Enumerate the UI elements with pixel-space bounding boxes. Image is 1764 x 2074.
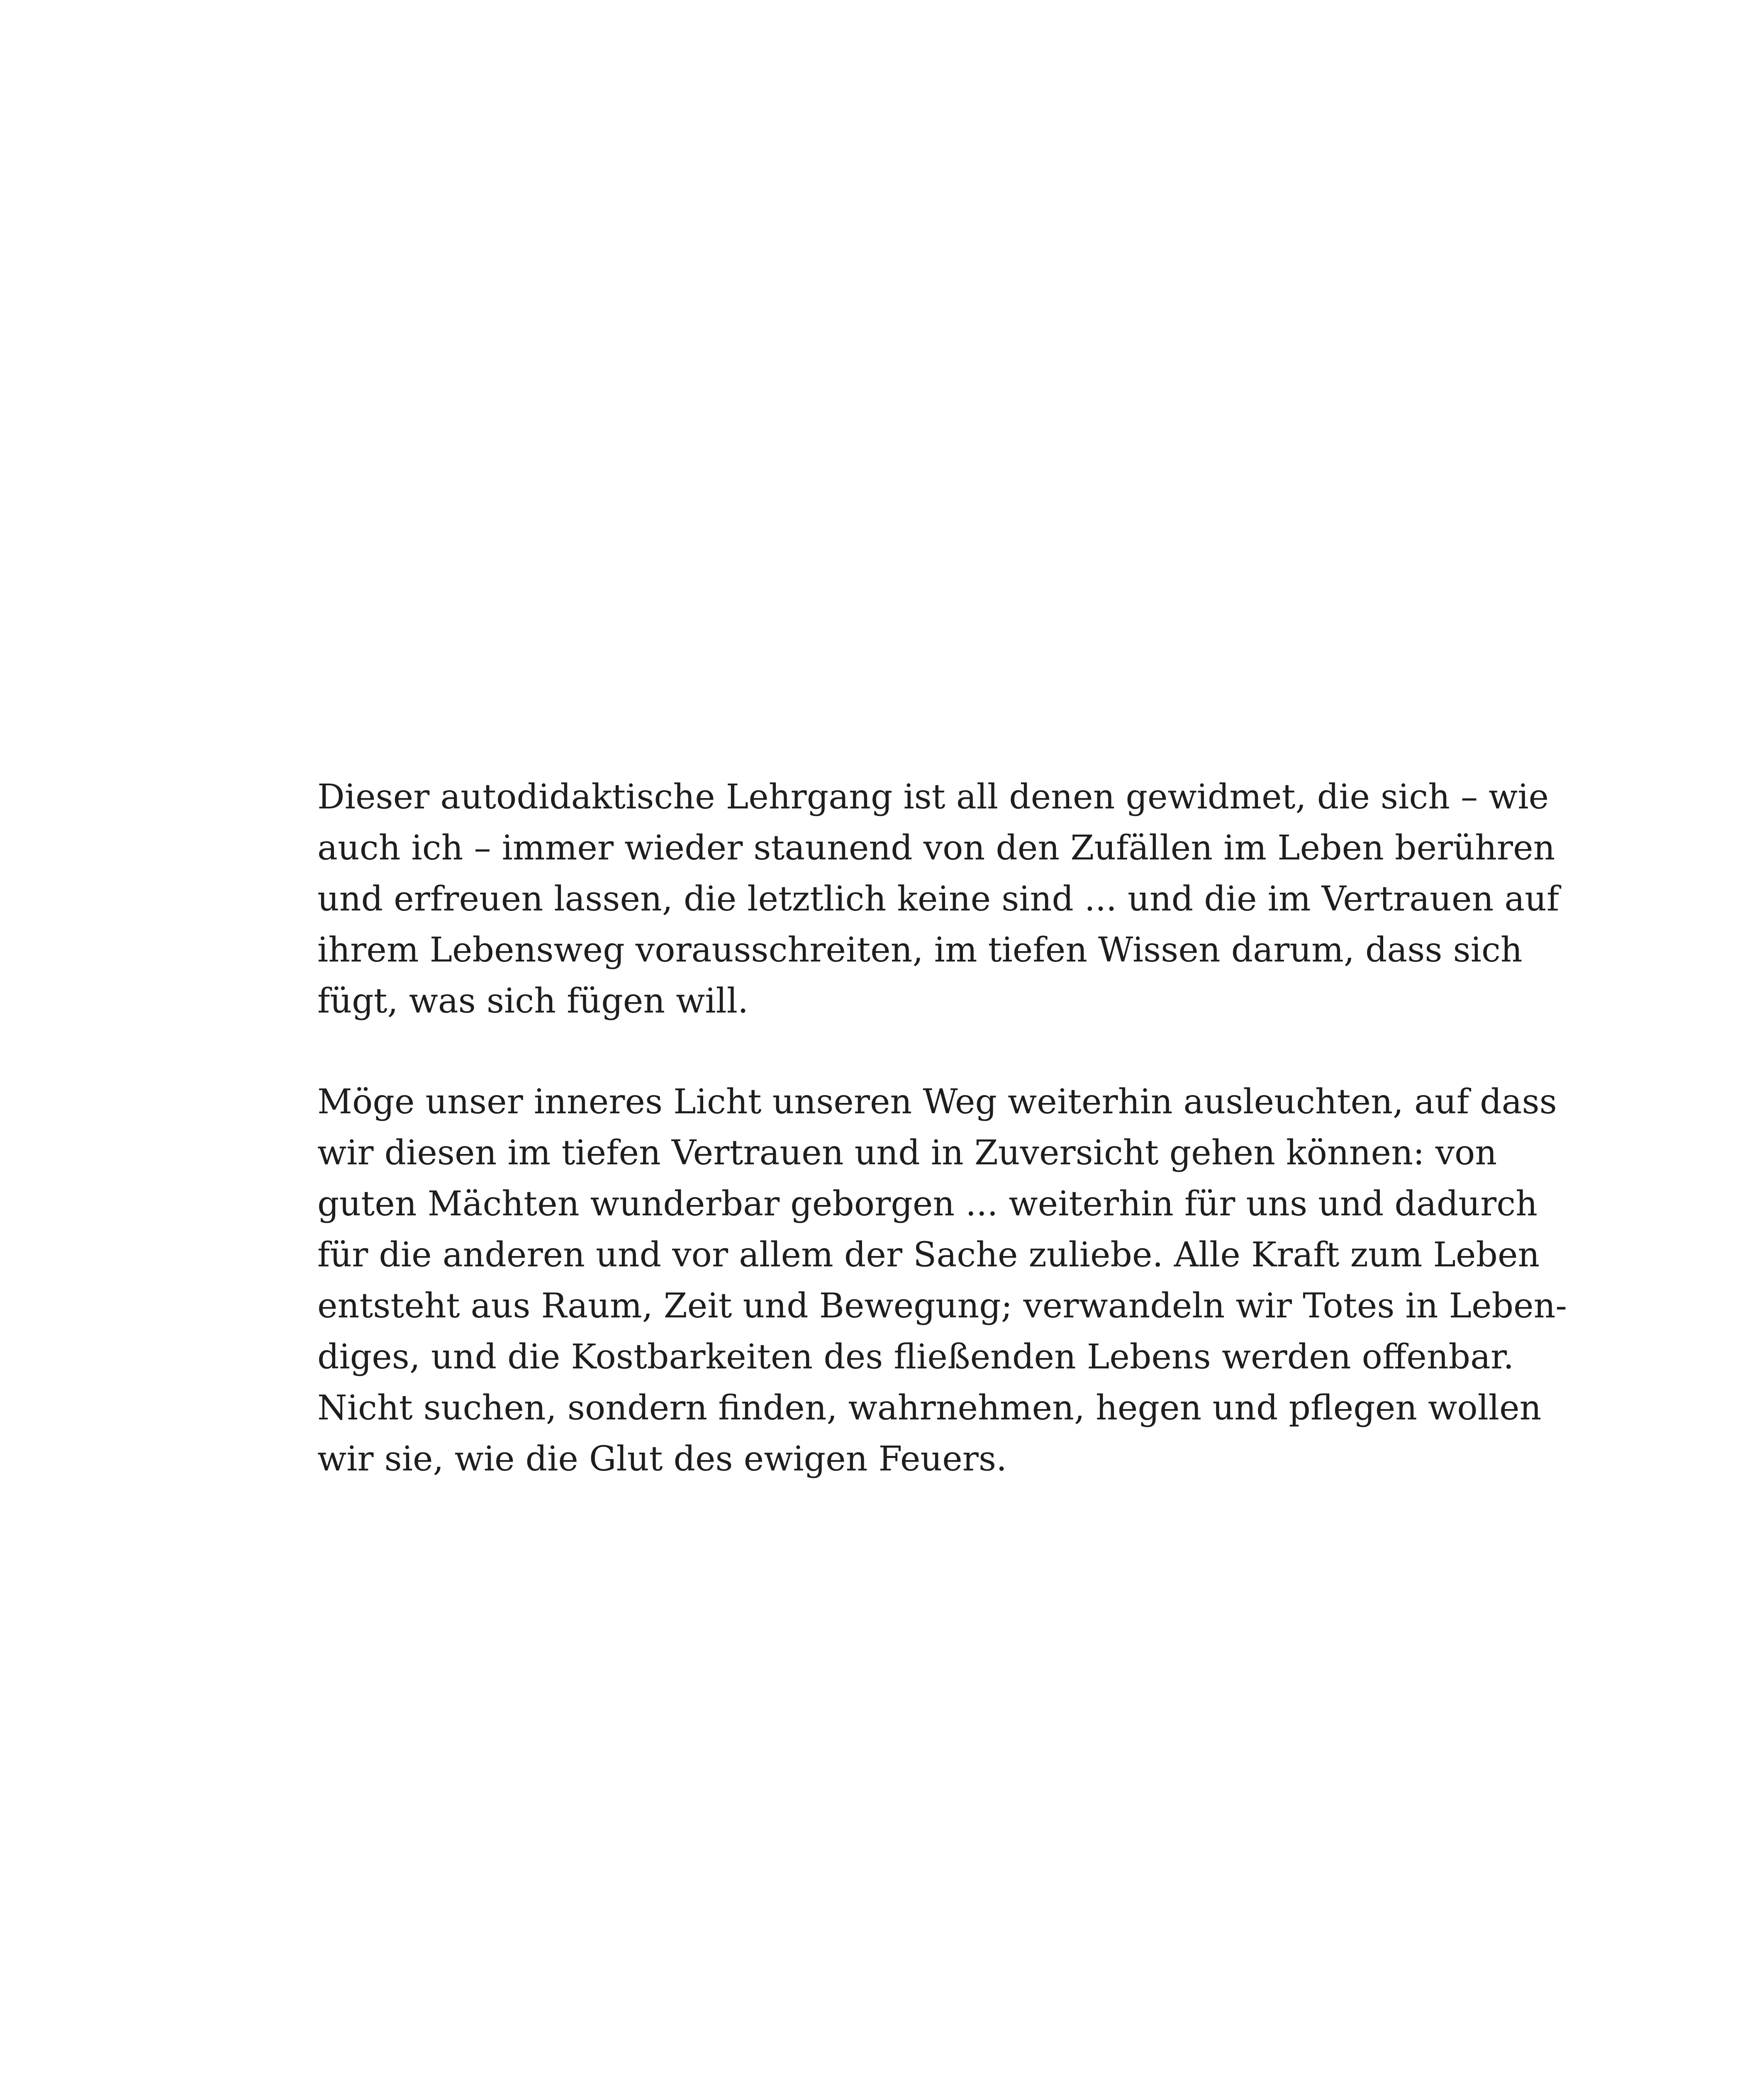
text-line: diges, und die Kostbarkeiten des fließenden Lebens werden offenbar. xyxy=(317,1337,1514,1377)
text-line: Möge unser inneres Licht unseren Weg weiterhin ausleuchten, auf dass xyxy=(317,1082,1557,1122)
text-line: Dieser autodidaktische Lehrgang ist all denen gewidmet, die sich – wie xyxy=(317,777,1549,817)
text-line: auch ich – immer wieder staunend von den Zufällen im Leben berühren xyxy=(317,828,1555,868)
paragraph-2 xyxy=(317,1076,1567,1485)
text-line: und erfreuen lassen, die letztlich keine sind ... und die im Vertrauen auf xyxy=(317,879,1559,919)
text-line: fügt, was sich fügen will. xyxy=(317,981,749,1021)
text-line: Nicht suchen, sondern finden, wahrnehmen, hegen und pflegen wollen xyxy=(317,1388,1542,1428)
paragraph-spacer xyxy=(317,1027,1438,1076)
text-line: wir sie, wie die Glut des ewigen Feuers. xyxy=(317,1439,1007,1479)
dedication-text xyxy=(317,772,1567,1485)
paragraph-1 xyxy=(317,772,1559,1027)
text-line: ihrem Lebensweg vorausschreiten, im tiefen Wissen darum, dass sich xyxy=(317,930,1523,970)
text-line: für die anderen und vor allem der Sache zuliebe. Alle Kraft zum Leben xyxy=(317,1235,1540,1275)
text-line: entsteht aus Raum, Zeit und Bewegung; verwandeln wir Totes in Leben- xyxy=(317,1286,1567,1326)
text-line: wir diesen im tiefen Vertrauen und in Zuversicht gehen können: von xyxy=(317,1133,1497,1173)
text-line: guten Mächten wunderbar geborgen ... weiterhin für uns und dadurch xyxy=(317,1184,1538,1224)
